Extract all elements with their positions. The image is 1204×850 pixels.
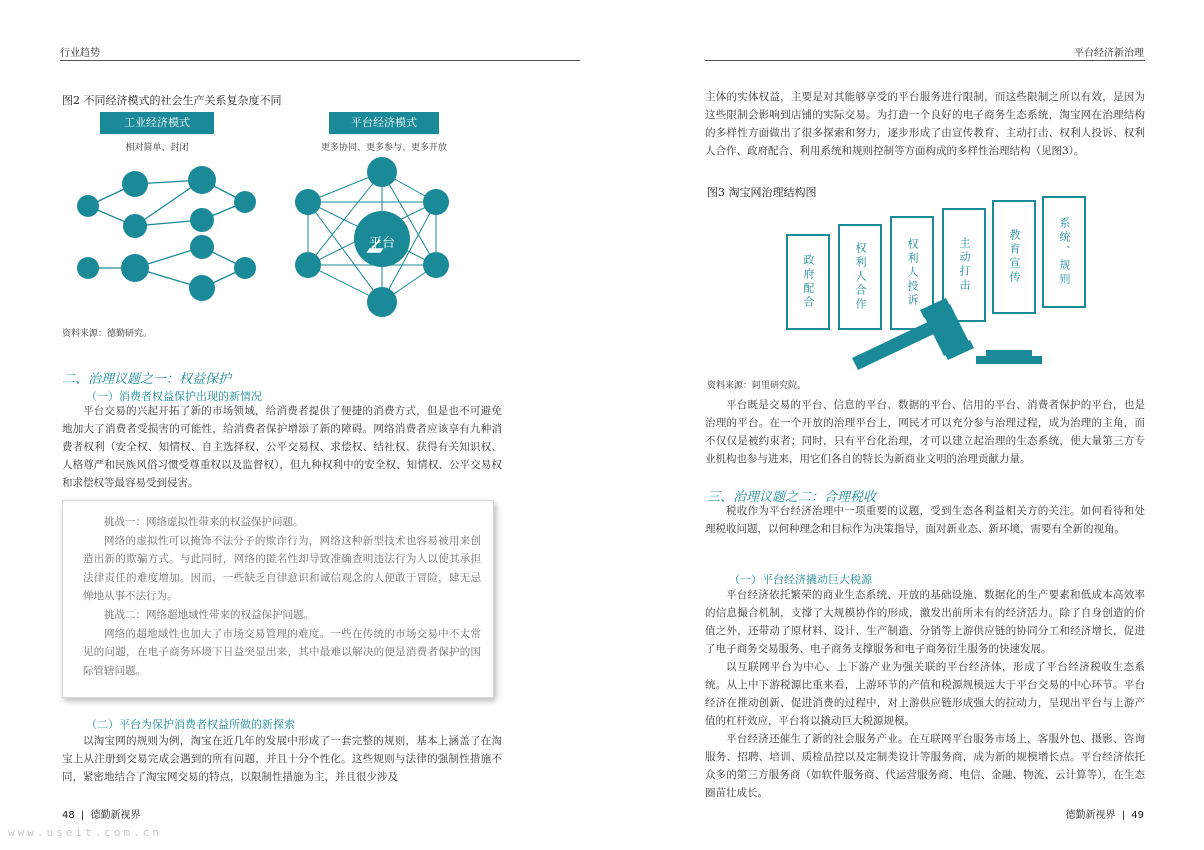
industrial-node <box>77 195 99 217</box>
platform-node <box>423 189 449 215</box>
industrial-node <box>123 214 147 238</box>
industrial-model-sub: 相对简单、封闭 <box>125 143 189 153</box>
platform-node <box>295 252 321 278</box>
section2-para2: 以淘宝网的规则为例，淘宝在近几年的发展中形成了一套完整的规则，基本上涵盖了在淘宝上从注册到交易完成会遇到的所有问题，并且十分个性化。这些规则与法律的强制性措施不同，紧密地结合了淘宝网交易的特点，以限制性措施为主，并且很少涉及 <box>62 735 502 783</box>
platform-center-label: 平台 <box>368 236 395 251</box>
platform-node <box>295 189 321 215</box>
gavel-icon <box>846 286 1066 376</box>
section3-paras-block <box>705 586 1145 802</box>
right-top-para: 主体的实体权益，主要是对其能够享受的平台服务进行限制，而这些限制之所以有效，是因为这些限制会影响到店铺的实际交易。为打造一个良好的电子商务生态系统，淘宝网在治理结构的多样性方面做出了很多探索和努力，逐步形成了由宣传教育、主动打击、权利人投诉、权利人合作、政府配合、利用系统和规则控制等方面构成的多样性治理结构（见图3）。 <box>705 91 1145 157</box>
pillar-active-strike: 主动打击 <box>942 208 986 322</box>
footer-brand-right: 德勤新视界 <box>1065 810 1116 821</box>
section3-subtitle1: （一）平台经济撬动巨大税源 <box>729 573 872 586</box>
right-top-block <box>705 88 1145 160</box>
page-number-right: 49 <box>1131 810 1144 821</box>
right-mid-block <box>705 396 1145 468</box>
pillar-rights-cooperation: 权利人合作 <box>838 224 882 330</box>
pillar-government: 政府配合 <box>786 234 830 330</box>
footer-brand-left: 德勤新视界 <box>90 810 141 821</box>
challenge2-text: 网络的超地域性也加大了市场交易管理的难度。一些在传统的市场交易中不太常见的问题，在电子商务环境下日益突显出来，其中最难以解决的便是消费者保护的国际管辖问题。 <box>83 627 481 677</box>
industrial-node <box>234 191 256 213</box>
industrial-node <box>190 208 214 232</box>
challenges-box <box>62 500 494 698</box>
challenge2-title: 挑战二：网络超地域性带来的权益保护问题。 <box>104 608 314 621</box>
figure2-source: 资料来源：德勤研究。 <box>62 329 153 339</box>
challenge1-title: 挑战一：网络虚拟性带来的权益保护问题。 <box>104 516 304 528</box>
section3-title: 三、治理议题之二：合理税收 <box>707 490 877 505</box>
figure2-title: 图2 不同经济模式的社会生产关系复杂度不同 <box>62 94 282 107</box>
challenge1-text: 网络的虚拟性可以掩饰不法分子的欺诈行为，网络这种新型技术也容易被用来创造出新的欺骗方式。与此同时，网络的匿名性却导致准确查明违法行为人以使其承担法律责任的难度增加。因而，一些缺乏自律意识和诚信观念的人便敢于冒险，肆无忌惮地从事不法行为。 <box>83 534 481 603</box>
industrial-network-diagram <box>70 160 270 310</box>
header-right: 平台经济新治理 <box>1074 48 1144 59</box>
industrial-node <box>189 275 215 301</box>
header-rule-right <box>705 60 1145 61</box>
section2-subtitle1: （一）消费者权益保护出现的新情况 <box>86 390 262 403</box>
section2-title: 二、治理议题之一：权益保护 <box>62 372 232 387</box>
footer-left: 48 | 德勤新视界 <box>62 810 141 821</box>
industrial-node <box>188 166 216 194</box>
header-left: 行业趋势 <box>60 48 100 59</box>
industrial-node <box>77 257 99 279</box>
right-mid-para: 平台既是交易的平台、信息的平台、数据的平台、信用的平台、消费者保护的平台，也是治理的平台。在一个开放的治理平台上，网民才可以充分参与治理过程，成为治理的主角，而不仅仅是被约束者；同时，只有平台化治理，才可以建立起治理的生态系统，使大量第三方专业机构也参与进来，用它们各自的特长为新商业文明的治理贡献力量。 <box>705 399 1145 465</box>
industrial-node <box>190 235 214 259</box>
industrial-model-label: 工业经济模式 <box>100 112 214 134</box>
platform-model-label: 平台经济模式 <box>329 112 439 134</box>
figure3-diagram <box>786 196 1106 376</box>
section2-para1: 平台交易的兴起开拓了新的市场领域，给消费者提供了便捷的消费方式，但是也不可避免地加大了消费者受损害的可能性，给消费者保护增添了新的障碍。网络消费者应该享有九种消费者权利（安全权、知情权、自主选择权、公平交易权、求偿权、结社权、获得有关知识权、人格尊严和民族风俗习惯受尊重权以及监督权），但九种权利中的安全权、知情权、公平交易权和求偿权等最容易受到侵害。 <box>62 405 502 489</box>
section3-para2: 平台经济依托繁荣的商业生态系统、开放的基础设施、数据化的生产要素和低成本高效率的信息撮合机制，支撑了大规模协作的形成，激发出前所未有的经济活力。除了自身创造的价值之外，还带动了原材料、设计、生产制造、分销等上游供应链的协同分工和经济增长，促进了电子商务交易服务、电子商务支撑服务和电子商务衍生服务的快速发展。 <box>705 589 1145 655</box>
section2-subtitle2: （二）平台为保护消费者权益所做的新探索 <box>86 718 295 731</box>
section3-para1-block <box>705 502 1145 538</box>
watermark: www.useit.com.cn <box>8 826 162 839</box>
section3-para4: 平台经济还催生了新的社会服务产业。在互联网平台服务市场上，客服外包、摄影、咨询服务、招聘、培训、质检品控以及定制类设计等服务商，成为新的规模增长点。平台经济依托众多的第三方服务商（如软件服务商、代运营服务商、电信、金融、物流、云计算等），在生态圈苗壮成长。 <box>705 733 1145 799</box>
pillar-system-rules: 系统、规则 <box>1042 196 1086 308</box>
page-number-left: 48 <box>62 810 75 821</box>
platform-node <box>367 157 397 187</box>
section3-para3: 以互联网平台为中心、上下游产业为强关联的平台经济体，形成了平台经济税收生态系统。从上中下游税源比重来看，上游环节的产值和税源规模远大于平台交易的中心环节。平台经济在推动创新、促进消费的过程中，对上游供应链形成强大的拉动力，呈现出平台与上游产值的杠杆效应，平台将以撬动巨大税源规模。 <box>705 661 1145 727</box>
platform-node <box>423 252 449 278</box>
figure3-source: 资料来源：阿里研究院。 <box>707 381 807 391</box>
platform-model-sub: 更多协同、更多参与、更多开放 <box>320 143 447 153</box>
pillar-education: 教育宣传 <box>992 200 1036 314</box>
section2-para1-block <box>62 402 502 492</box>
section3-para1: 税收作为平台经济治理中一项重要的议题，受到生态各利益相关方的关注。如何看待和处理税收问题，以何种理念和目标作为决策指导，面对新业态、新环境，需要有全新的视角。 <box>705 505 1145 535</box>
figure3-title: 图3 淘宝网治理结构图 <box>707 186 817 199</box>
section2-para2-block <box>62 732 502 786</box>
industrial-node <box>121 254 149 282</box>
industrial-node <box>234 257 256 279</box>
pillar-rights-complaint: 权利人投诉 <box>890 216 934 330</box>
header-rule-left <box>60 60 580 61</box>
platform-node <box>367 287 397 317</box>
footer-right: 德勤新视界 | 49 <box>1065 810 1144 821</box>
industrial-node <box>122 171 148 197</box>
